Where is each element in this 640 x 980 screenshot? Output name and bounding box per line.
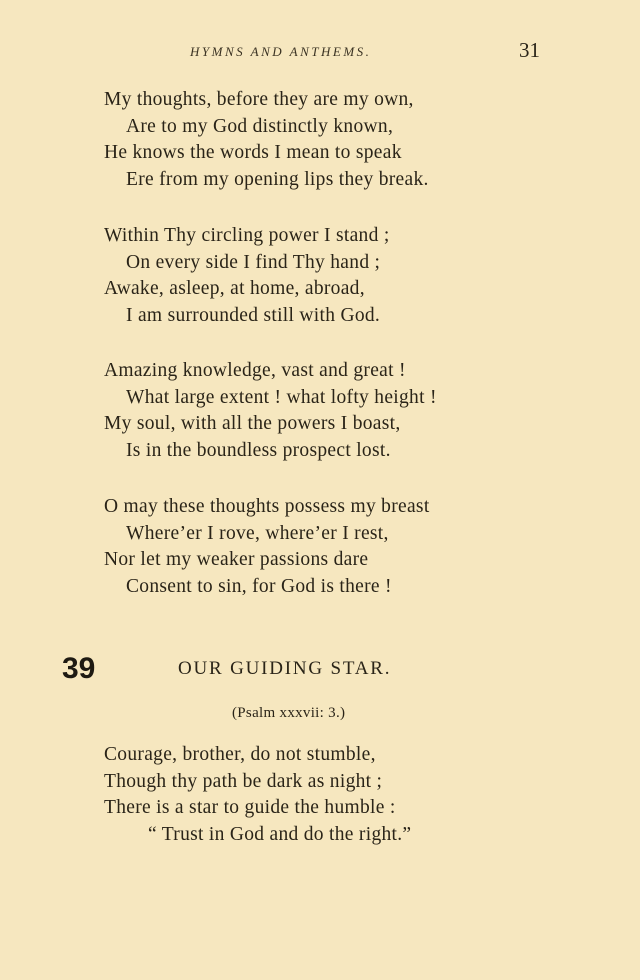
hymn-title: OUR GUIDING STAR. bbox=[178, 658, 392, 679]
running-head bbox=[0, 38, 640, 66]
verse-line: Nor let my weaker passions dare bbox=[104, 549, 369, 570]
verse-line: Where’er I rove, where’er I rest, bbox=[126, 522, 389, 544]
stanza-4 bbox=[104, 494, 604, 600]
page-number: 31 bbox=[519, 38, 540, 62]
verse-line: Courage, brother, do not stumble, bbox=[104, 744, 376, 765]
verse-line: What large extent ! what lofty height ! bbox=[126, 386, 437, 408]
verse-line: My thoughts, before they are my own, bbox=[104, 89, 414, 110]
verse-line: There is a star to guide the humble : bbox=[104, 797, 396, 818]
verse-line: O may these thoughts possess my breast bbox=[104, 496, 430, 517]
verse-line: Consent to sin, for God is there ! bbox=[126, 575, 392, 597]
verse-line: My soul, with all the powers I boast, bbox=[104, 413, 401, 434]
stanza-3 bbox=[104, 358, 604, 464]
verse-line: I am surrounded still with God. bbox=[126, 304, 381, 326]
running-title: HYMNS AND ANTHEMS. bbox=[190, 44, 372, 59]
stanza-2 bbox=[104, 223, 604, 329]
verse-line: Awake, asleep, at home, abroad, bbox=[104, 278, 365, 299]
stanza-1 bbox=[104, 87, 604, 193]
verse-line: He knows the words I mean to speak bbox=[104, 142, 402, 163]
scripture-reference: (Psalm xxxvii: 3.) bbox=[232, 705, 346, 721]
verse-line: “ Trust in God and do the right.” bbox=[148, 823, 412, 845]
verse-line: Are to my God distinctly known, bbox=[126, 115, 394, 137]
verse-line: On every side I find Thy hand ; bbox=[126, 251, 381, 273]
verse-line: Though thy path be dark as night ; bbox=[104, 770, 383, 792]
verse-line: Is in the boundless prospect lost. bbox=[126, 439, 391, 461]
verse-line: Within Thy circling power I stand ; bbox=[104, 225, 390, 246]
verse-line: Ere from my opening lips they break. bbox=[126, 168, 429, 190]
verse-line: Amazing knowledge, vast and great ! bbox=[104, 360, 406, 381]
hymn-number: 39 bbox=[62, 652, 96, 685]
hymn-39-stanza-1 bbox=[104, 742, 604, 848]
